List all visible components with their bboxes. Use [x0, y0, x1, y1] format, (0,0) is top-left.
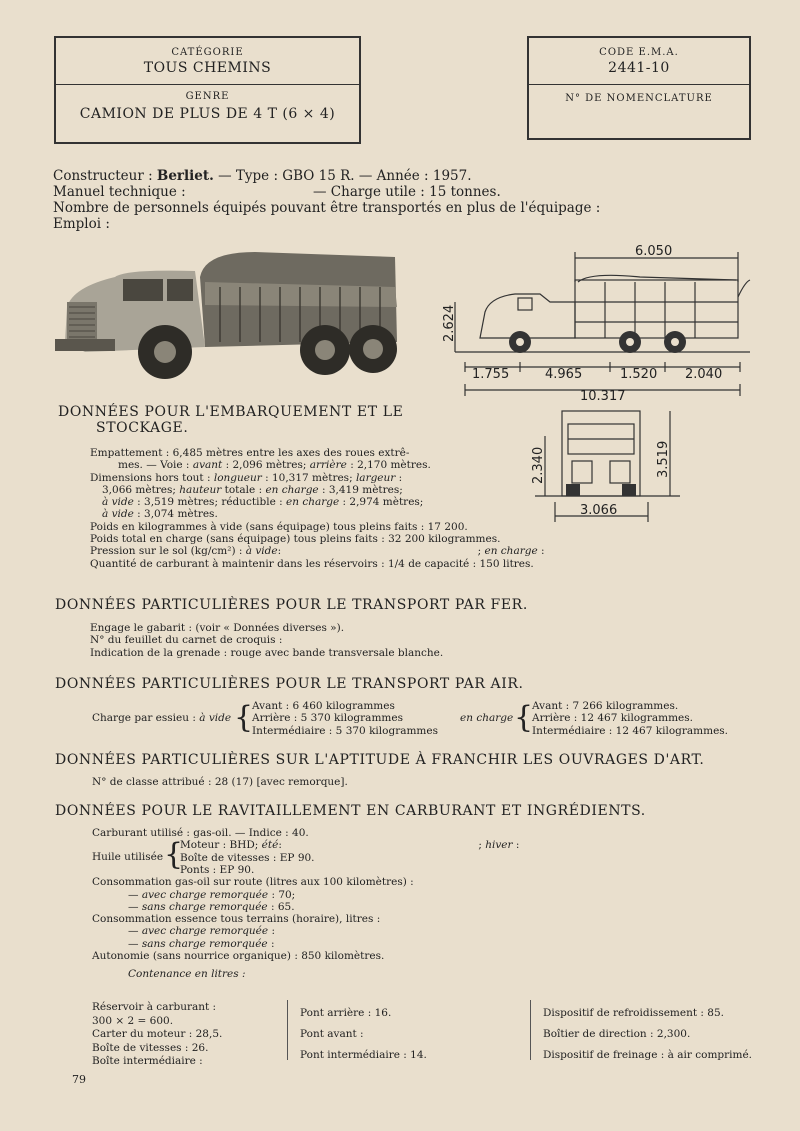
text-line: 300 × 2 = 600.: [92, 1014, 174, 1027]
ravitaillement-block: [92, 827, 520, 981]
text-line: Avant : 6 460 kilogrammes: [252, 700, 395, 712]
category-label: CATÉGORIE: [171, 47, 244, 58]
text-line: Arrière : 5 370 kilogrammes: [252, 712, 403, 725]
text-line: hiver: [485, 839, 513, 852]
dim-width: 3.066: [580, 503, 618, 518]
text-line: Pont intermédiaire : 14.: [300, 1049, 427, 1061]
text-line: : 10,317 mètres;: [261, 471, 356, 484]
genre-label: GENRE: [185, 91, 230, 102]
text-line: Boîte de vitesses : EP 90.: [180, 851, 315, 864]
text-line: Engage le gabarit : (voir « Données diverses »).: [90, 622, 345, 634]
section-title-line1: DONNÉES POUR L'EMBARQUEMENT ET LE: [58, 404, 404, 420]
column-divider: [530, 1000, 531, 1060]
side-view-drawing: [440, 242, 760, 402]
text-line: hauteur: [179, 483, 222, 496]
emploi-line: Emploi :: [53, 216, 110, 232]
nomenclature-label: N° DE NOMENCLATURE: [565, 93, 713, 104]
dim-total: 10.317: [580, 389, 626, 402]
text-line: Autonomie (sans nourrice organique) : 850 kilomètres.: [92, 950, 385, 963]
text-line: Poids en kilogrammes à vide (sans équipage) tous pleins faits : 17 200.: [90, 520, 468, 533]
text-line: Intermédiaire : 12 467 kilogrammes.: [532, 724, 729, 737]
page-number: 79: [72, 1073, 86, 1086]
text-line: avant: [192, 459, 223, 472]
brace: {: [514, 700, 534, 735]
text-line: été: [261, 839, 279, 852]
contenance-heading: Contenance en litres :: [128, 968, 246, 981]
text-line: sans charge remorquée: [141, 900, 268, 913]
text-line: N° de classe attribué : 28 (17) [avec remorque].: [92, 776, 348, 788]
box-divider: [529, 84, 749, 85]
code-value: 2441-10: [608, 60, 670, 76]
text-line: Avant : 7 266 kilogrammes.: [532, 700, 679, 712]
text-line: —: [128, 925, 142, 938]
contenance-col-3: [543, 1003, 752, 1066]
text-line: à vide: [102, 496, 134, 509]
text-line: :: [268, 925, 275, 938]
text-line: ;: [477, 545, 485, 558]
text-line: Quantité de carburant à maintenir dans les réservoirs : 1/4 de capacité : 150 litres.: [90, 557, 534, 570]
text-line: : 3,519 mètres; réductible :: [133, 496, 287, 509]
brace: {: [164, 837, 184, 873]
category-box: [54, 36, 361, 144]
charge-text: — Charge utile : 15 tonnes.: [313, 184, 501, 200]
constructeur-value: Berliet.: [156, 168, 214, 184]
text-line: Pression sur le sol (kg/cm²) :: [90, 545, 246, 558]
contenance-col-1: [92, 1001, 222, 1069]
personnels-line: Nombre de personnels équipés pouvant être transportés en plus de l'équipage :: [53, 200, 601, 216]
text-line: :: [267, 937, 275, 950]
text-line: Ponts : EP 90.: [180, 863, 255, 876]
ouvrages-block: [92, 776, 348, 788]
brace: {: [234, 700, 254, 735]
text-line: : 2,974 mètres;: [339, 496, 424, 509]
fer-block: [90, 622, 443, 659]
truck-photo: [55, 247, 400, 387]
section-fer-title: DONNÉES PARTICULIÈRES POUR LE TRANSPORT PAR FER.: [55, 597, 528, 613]
text-line: en charge: [286, 496, 340, 509]
dim-d3: 1.520: [620, 367, 658, 382]
text-line: Dispositif de freinage : à air comprimé.: [543, 1049, 753, 1061]
text-line: Consommation essence tous terrains (horaire), litres :: [92, 913, 381, 926]
rear-view-drawing: [520, 406, 700, 526]
text-line: mes. — Voie :: [118, 459, 193, 472]
section-embarquement-title: [58, 404, 403, 436]
text-line: à vide: [245, 545, 278, 558]
text-line: en charge: [484, 545, 538, 558]
text-line: Boîte intermédiaire :: [92, 1055, 203, 1067]
text-line: Réservoir à carburant :: [92, 1001, 217, 1013]
text-line: en charge: [265, 483, 319, 496]
text-line: :: [395, 471, 403, 484]
text-line: Poids total en charge (sans équipage) tous pleins faits : 32 200 kilogrammes.: [90, 533, 501, 546]
text-line: :: [278, 839, 282, 852]
dim-top-length: 6.050: [635, 244, 673, 259]
text-line: Empattement : 6,485 mètres entre les axes des roues extrê-: [90, 447, 410, 459]
text-line: à vide: [199, 712, 232, 724]
text-line: Intermédiaire : 5 370 kilogrammes: [252, 724, 438, 737]
section-air-title: DONNÉES PARTICULIÈRES POUR LE TRANSPORT PAR AIR.: [55, 676, 524, 692]
text-line: 3,066 mètres;: [102, 483, 180, 496]
code-label: CODE E.M.A.: [599, 47, 679, 58]
text-line: Moteur : BHD;: [180, 839, 262, 852]
text-line: arrière: [309, 459, 347, 472]
text-line: sans charge remorquée: [141, 937, 268, 950]
text-line: —: [128, 888, 142, 901]
text-line: ;: [478, 839, 486, 852]
section-title-line2: STOCKAGE.: [96, 420, 189, 436]
contenance-col-2: [300, 1003, 427, 1066]
category-value: TOUS CHEMINS: [143, 60, 272, 76]
section-ravitaillement-title: DONNÉES POUR LE RAVITAILLEMENT EN CARBURANT ET INGRÉDIENTS.: [55, 803, 646, 819]
text-line: Boîtier de direction : 2,300.: [543, 1028, 691, 1040]
box-divider: [56, 84, 359, 85]
intro-block: [53, 168, 600, 232]
dim-d1: 1.755: [472, 367, 510, 382]
text-line: N° du feuillet du carnet de croquis :: [90, 634, 283, 647]
text-line: Carburant utilisé : gas-oil. — Indice : 40.: [92, 827, 309, 839]
text-line: : 2,096 mètres;: [222, 459, 310, 472]
text-line: :: [537, 545, 545, 558]
dim-d4: 2.040: [685, 367, 723, 382]
text-line: : 3,074 mètres.: [133, 508, 218, 521]
constructeur-label: Constructeur :: [53, 168, 157, 184]
text-line: Boîte de vitesses : 26.: [92, 1041, 209, 1054]
text-line: longueur: [213, 471, 262, 484]
genre-value: CAMION DE PLUS DE 4 T (6 × 4): [79, 106, 336, 122]
text-line: Charge par essieu :: [92, 712, 200, 724]
column-divider: [287, 1000, 288, 1060]
text-line: Consommation gas-oil sur route (litres aux 100 kilomètres) :: [92, 876, 414, 889]
dim-d2: 4.965: [545, 367, 583, 382]
code-box: [527, 36, 751, 140]
dim-height: 2.624: [442, 304, 457, 342]
text-line: —: [128, 937, 142, 950]
text-line: : 65.: [267, 900, 295, 913]
embarquement-block: [90, 447, 545, 570]
text-line: Carter du moteur : 28,5.: [92, 1028, 223, 1040]
text-line: :: [512, 839, 520, 852]
text-line: en charge: [460, 712, 514, 724]
text-line: Pont avant :: [300, 1028, 364, 1040]
text-line: Dimensions hors tout :: [90, 471, 214, 484]
text-line: : 3,419 mètres;: [318, 483, 403, 496]
text-line: Indication de la grenade : rouge avec bande transversale blanche.: [90, 646, 444, 659]
text-line: largeur: [355, 471, 396, 484]
text-line: Huile utilisée: [92, 851, 164, 864]
text-line: avec charge remorquée: [141, 888, 269, 901]
text-line: —: [128, 900, 142, 913]
text-line: avec charge remorquée: [141, 925, 269, 938]
text-line: totale :: [221, 483, 266, 496]
section-ouvrages-title: DONNÉES PARTICULIÈRES SUR L'APTITUDE À FRANCHIR LES OUVRAGES D'ART.: [55, 752, 705, 768]
text-line: : 70;: [268, 888, 296, 901]
dim-left-height: 2.340: [531, 446, 546, 484]
type-text: — Type : GBO 15 R. — Année : 1957.: [213, 168, 472, 184]
text-line: :: [277, 545, 282, 558]
text-line: Arrière : 12 467 kilogrammes.: [532, 712, 693, 725]
dim-right-height: 3.519: [656, 440, 671, 478]
text-line: à vide: [102, 508, 134, 521]
text-line: Pont arrière : 16.: [300, 1007, 392, 1019]
manuel-label: Manuel technique :: [53, 184, 186, 200]
text-line: Dispositif de refroidissement : 85.: [543, 1007, 724, 1019]
text-line: : 2,170 mètres.: [346, 459, 431, 472]
